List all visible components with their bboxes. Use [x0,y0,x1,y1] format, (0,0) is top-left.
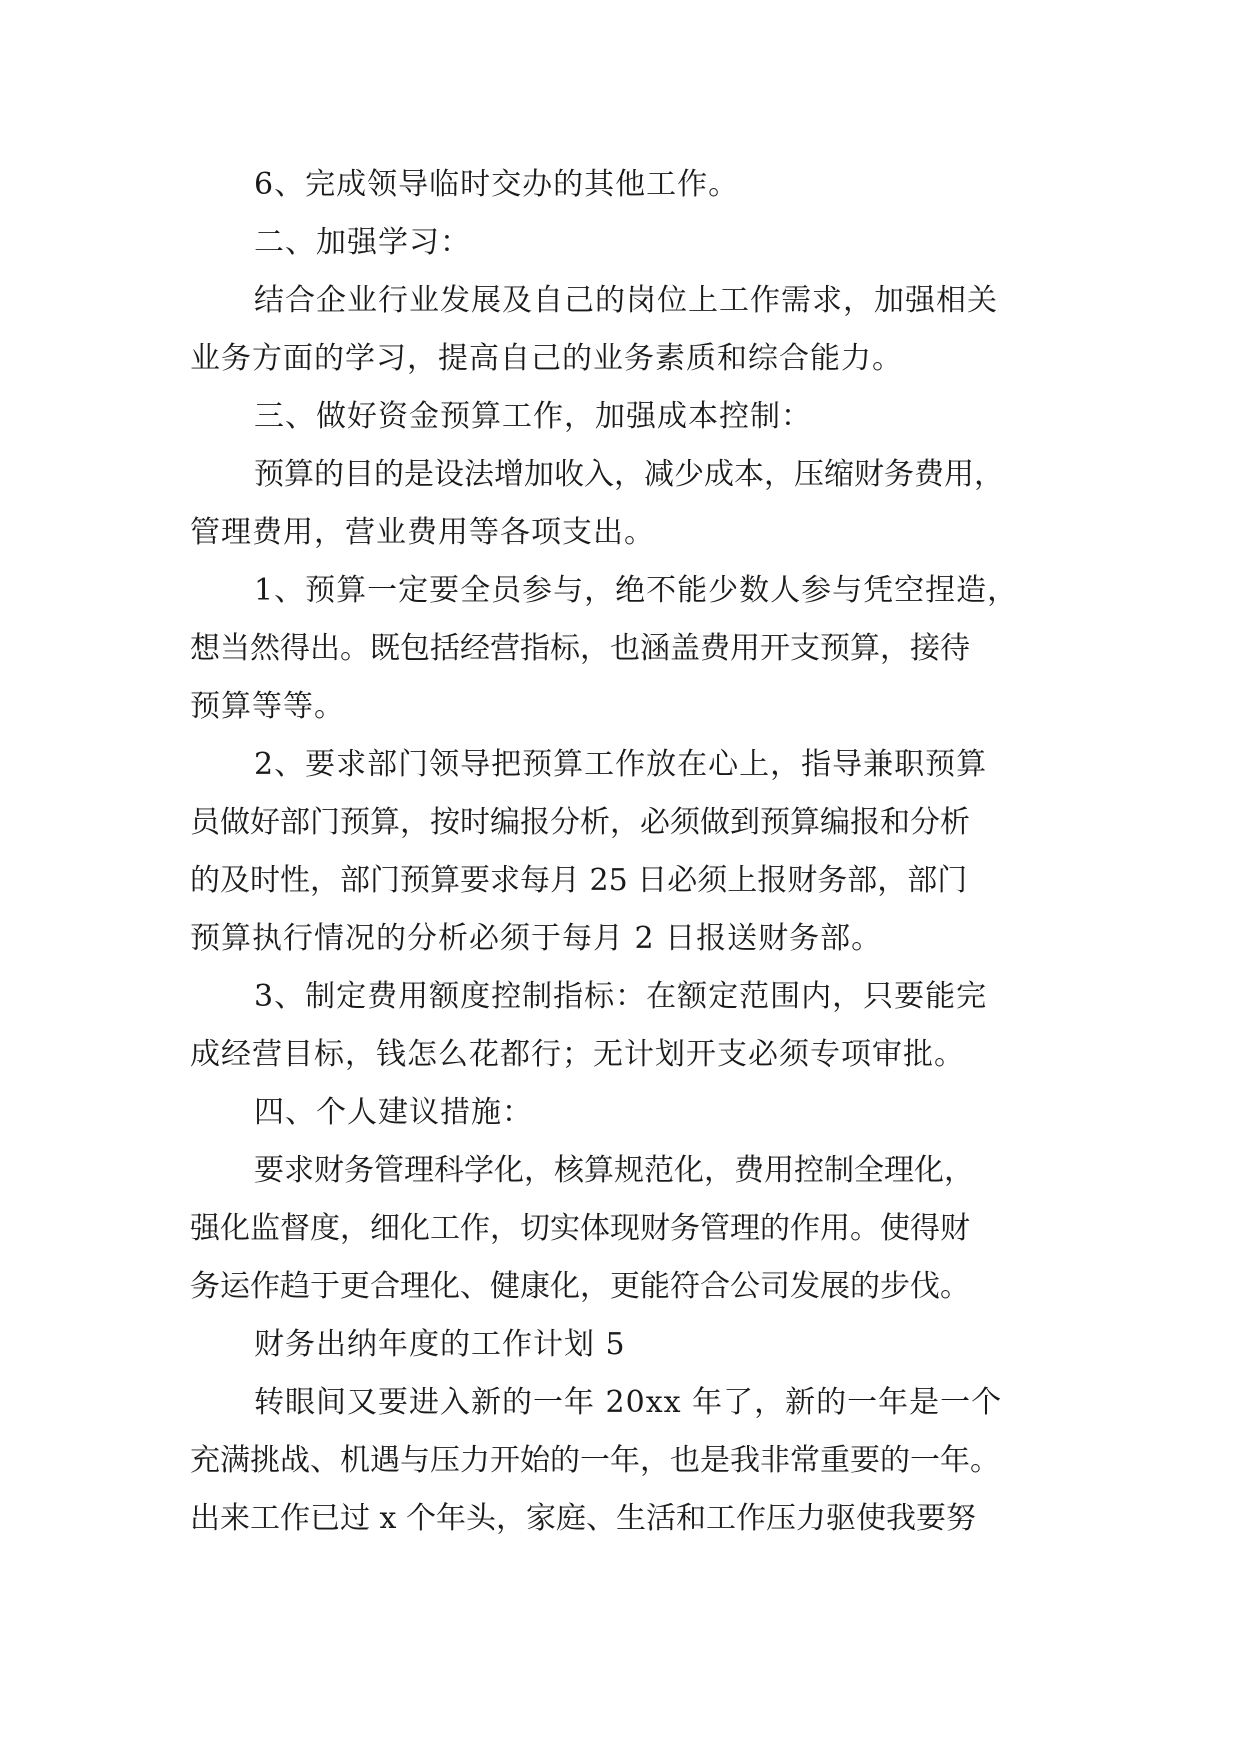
section-heading-2: 二、加强学习： [254,225,471,260]
paragraph-line: 要求财务管理科学化，核算规范化，费用控制全理化， [254,1153,974,1188]
paragraph-line: 管理费用，营业费用等各项支出。 [190,515,655,550]
paragraph-line: 预算的目的是设法增加收入，减少成本，压缩财务费用， [254,457,1004,492]
paragraph-line: 出来工作已过 x 个年头，家庭、生活和工作压力驱使我要努 [190,1501,976,1536]
plan-title: 财务出纳年度的工作计划 5 [254,1327,626,1362]
paragraph-line: 员做好部门预算，按时编报分析，必须做到预算编报和分析 [190,805,970,840]
paragraph-line: 的及时性，部门预算要求每月 25 日必须上报财务部，部门 [190,863,968,898]
paragraph-line: 成经营目标，钱怎么花都行；无计划开支必须专项审批。 [190,1037,965,1072]
document-body [190,156,1070,1548]
paragraph-line: 想当然得出。既包括经营指标，也涵盖费用开支预算，接待 [190,631,970,666]
list-item-3: 3、制定费用额度控制指标：在额定范围内，只要能完 [254,979,988,1014]
paragraph-line: 转眼间又要进入新的一年 20xx 年了，新的一年是一个 [254,1385,1003,1420]
paragraph-line: 预算执行情况的分析必须于每月 2 日报送财务部。 [190,921,883,956]
paragraph-line: 强化监督度，细化工作，切实体现财务管理的作用。使得财 [190,1211,970,1246]
section-heading-4: 四、个人建议措施： [254,1095,533,1130]
paragraph-line: 业务方面的学习，提高自己的业务素质和综合能力。 [190,341,903,376]
paragraph-line: 结合企业行业发展及自己的岗位上工作需求，加强相关 [254,283,998,318]
section-heading-3: 三、做好资金预算工作，加强成本控制： [254,399,812,434]
paragraph-line: 充满挑战、机遇与压力开始的一年，也是我非常重要的一年。 [190,1443,1000,1478]
paragraph-line: 预算等等。 [190,689,345,724]
list-item-6: 6、完成领导临时交办的其他工作。 [254,167,740,202]
list-item-1: 1、预算一定要全员参与，绝不能少数人参与凭空捏造， [254,573,1019,608]
paragraph-line: 务运作趋于更合理化、健康化，更能符合公司发展的步伐。 [190,1269,970,1304]
list-item-2: 2、要求部门领导把预算工作放在心上，指导兼职预算 [254,747,988,782]
